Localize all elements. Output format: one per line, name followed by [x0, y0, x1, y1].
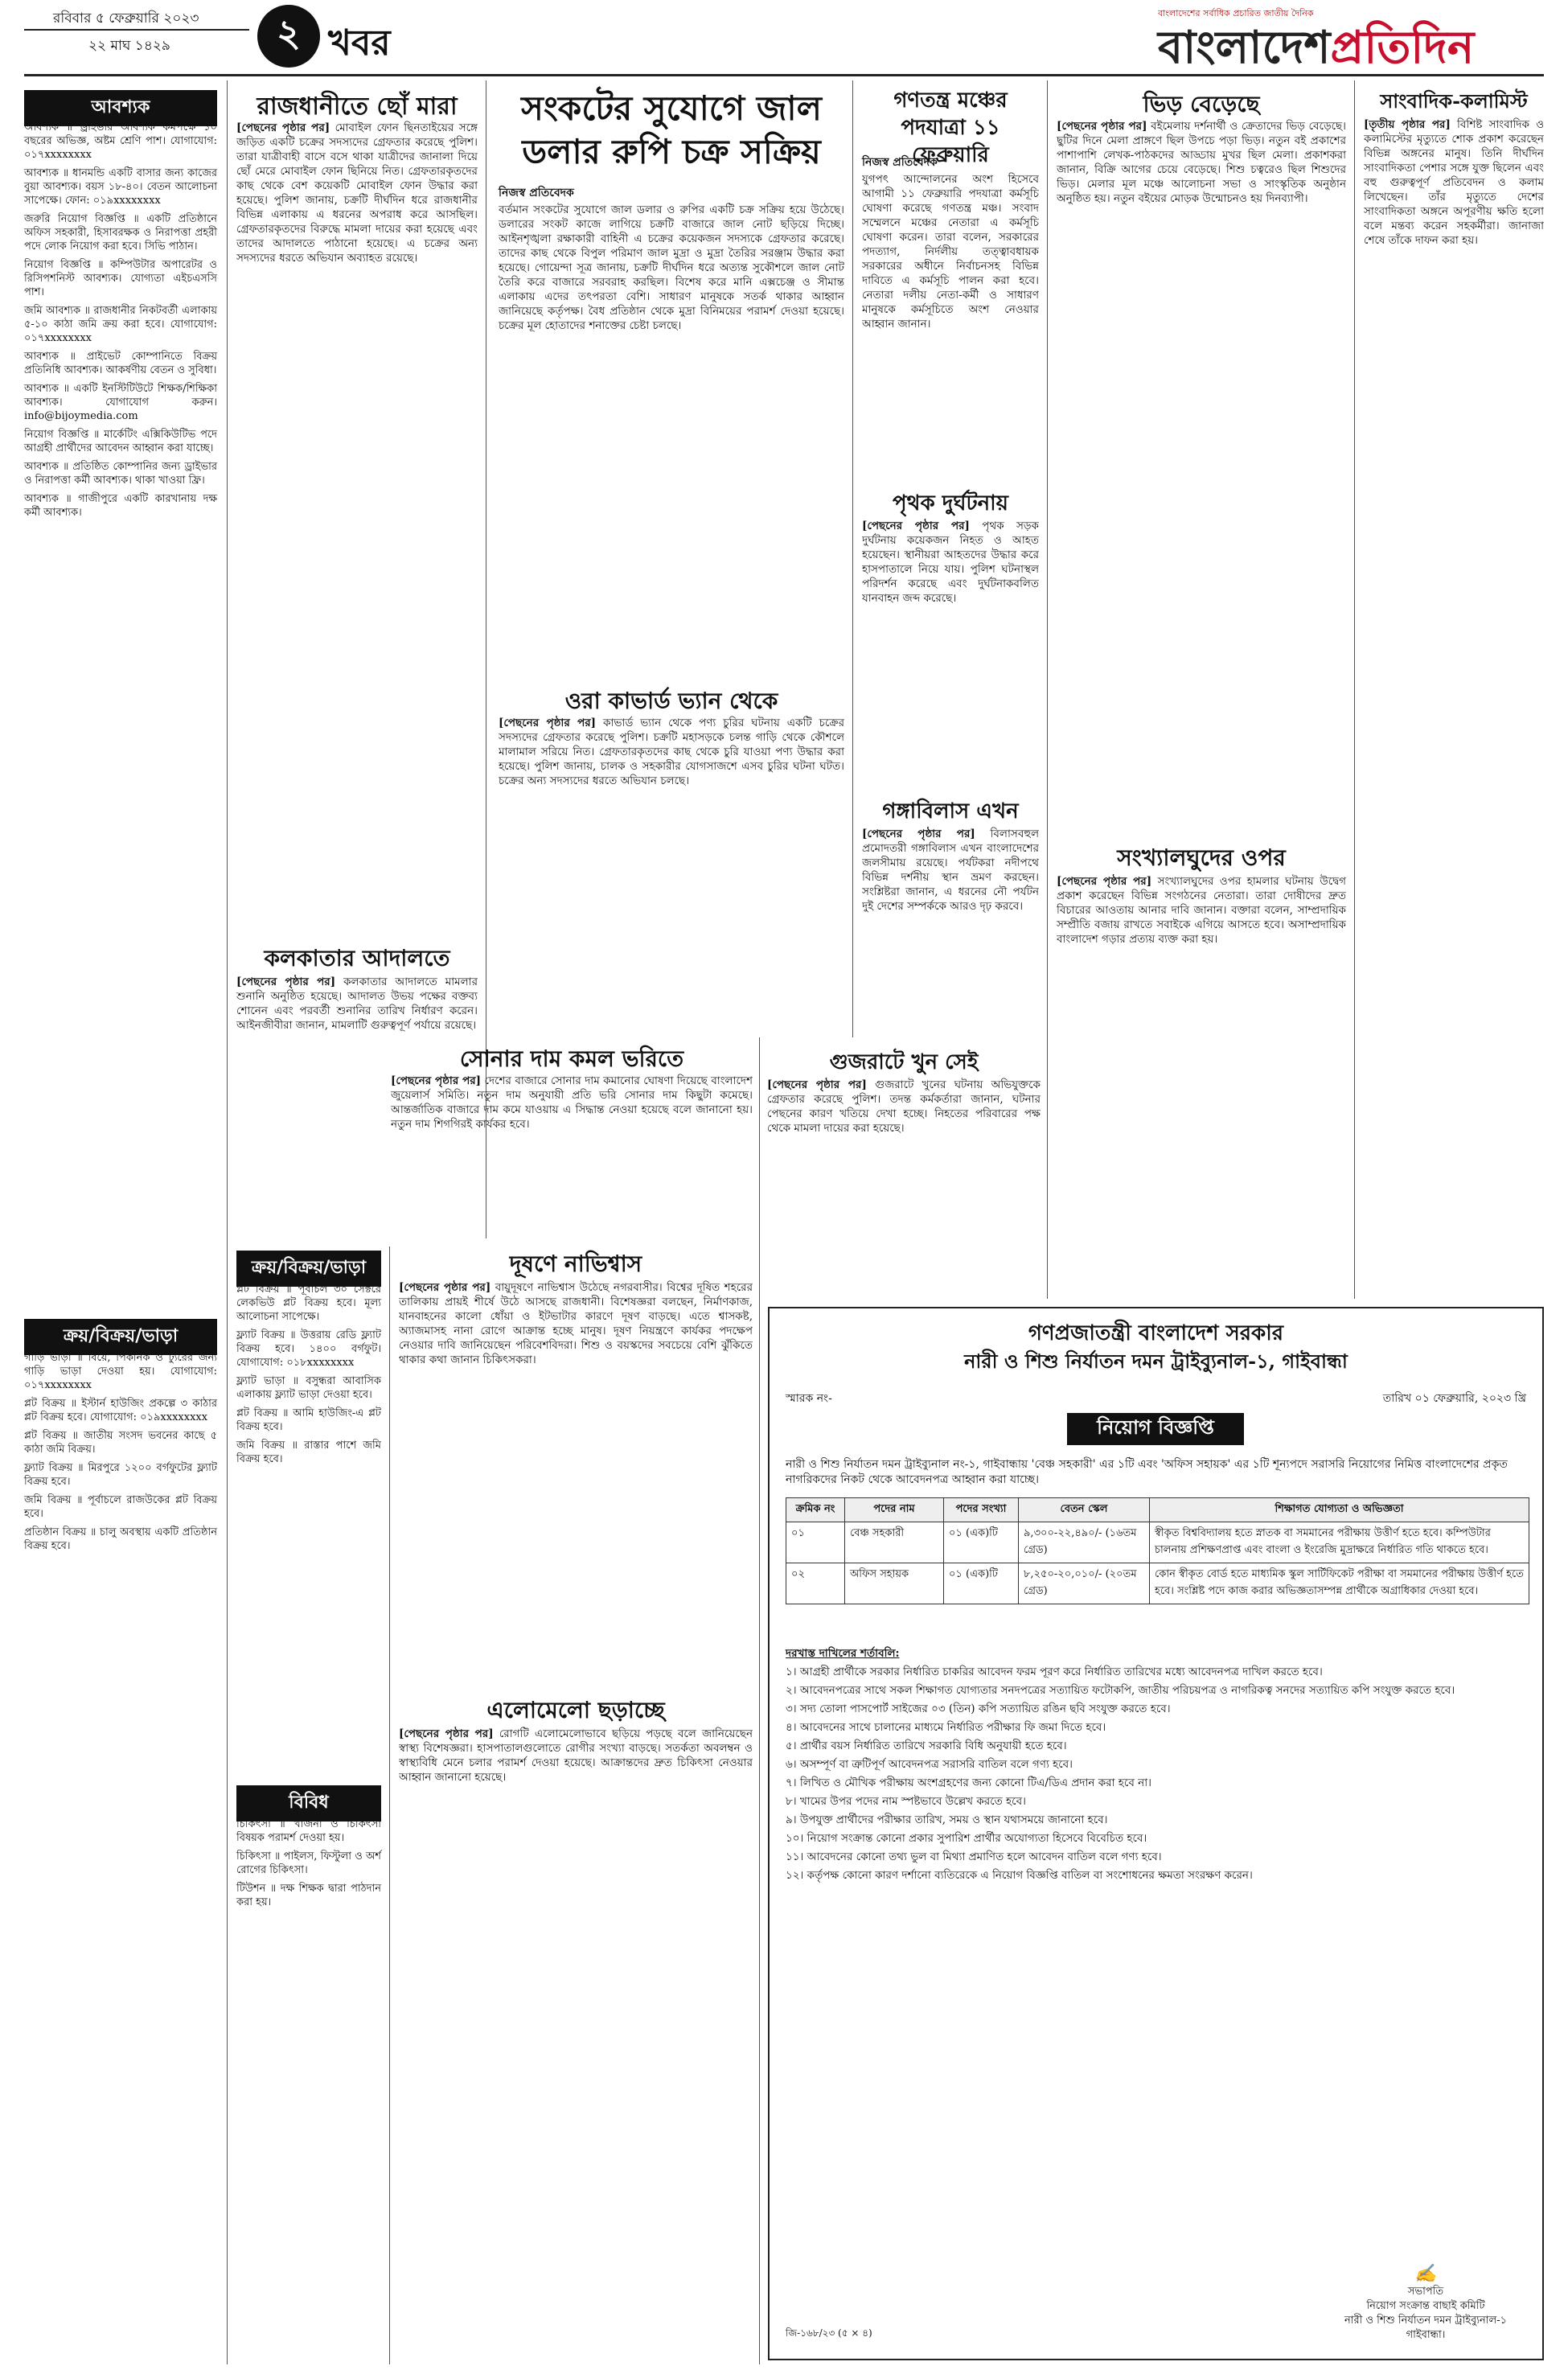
article-lead: [পেছনের পৃষ্ঠার পর]: [767, 1078, 867, 1091]
classified-ad: জরুরি নিয়োগ বিজ্ঞপ্তি ॥ একটি প্রতিষ্ঠানে অফিস সহকারী, হিসাবরক্ষক ও নিরাপত্তা প্রহরী পদে লোক নিয়োগ করা হবে। সিভি পাঠান।: [24, 213, 217, 253]
classified-ad: নিয়োগ বিজ্ঞপ্তি ॥ কম্পিউটার অপারেটর ও রিসিপশনিস্ট আবশ্যক। যোগ্যতা এইচএসসি পাশ।: [24, 259, 217, 298]
article-fake-dollar: বর্তমান সংকটের সুযোগে জাল ডলার ও রুপির একটি চক্র সক্রিয় হয়ে উঠেছে। ডলারের সংকট কাজে লাগিয়ে চক্রটি বাজারে জাল নোট ছড়িয়ে দিচ্ছে। আইনশৃঙ্খলা রক্ষাকারী বাহিনী এ চক্রের কয়েকজন সদস্যকে গ্রেফতার করেছে। তাদের কাছ থেকে বিপুল পরিমাণ জাল মুদ্রা ও মুদ্রা তৈরির সরঞ্জাম উদ্ধার করা হয়েছে। গোয়েন্দা সূত্র জানায়, চক্রটি দীর্ঘদিন ধরে অত্যন্ত সুকৌশলে জাল নোট তৈরি করে বাজারে সরবরাহ করছিল। বিশেষ করে মানি এক্সচেঞ্জ ও সীমান্ত এলাকায় এদের তৎপরতা বেশি। সাধারণ মানুষকে সতর্ক থাকার আহ্বান জানিয়েছে কর্তৃপক্ষ। বৈধ প্রতিষ্ঠান থেকে মুদ্রা বিনিময়ের পরামর্শ দেওয়া হয়েছে। চক্রের মূল হোতাদের শনাক্তের চেষ্টা চলছে।: [499, 203, 844, 332]
table-row: [786, 1522, 1529, 1563]
notice-date: তারিখ ০১ ফেব্রুয়ারি, ২০২৩ খ্রি: [1382, 1392, 1526, 1405]
classified-ad: আবশ্যক ॥ ড্রাইভার আবশ্যক কমপক্ষে ১০ বছরের অভিজ্ঞ, অষ্টম শ্রেণি পাশ। যোগাযোগ: ০১৭xxxxxxxx: [24, 121, 217, 161]
issue-date-bengali: ২২ মাঘ ১৪২৯: [88, 38, 170, 54]
headline-gujarat: গুজরাটে খুন সেই: [829, 1050, 979, 1074]
cell-serial: ০২: [786, 1563, 845, 1604]
signature-line: নারী ও শিশু নির্যাতন দমন ট্রাইব্যুনাল-১: [1344, 2314, 1508, 2327]
cell-count: ০১ (এক)টি: [944, 1563, 1019, 1604]
signature-scribble: ✍: [1414, 2264, 1437, 2284]
article-gujarat: [767, 1078, 1041, 1295]
notice-term: ১১। আবেদনের কোনো তথ্য ভুল বা মিথ্যা প্রমাণিত হলে আবেদন বাতিল বলে গণ্য হবে।: [786, 1850, 1162, 1863]
classified-ad: প্লট বিক্রয় ॥ আমি হাউজিং-এ প্লট বিক্রয় হবে।: [236, 1407, 381, 1433]
notice-term: ৯। উপযুক্ত প্রার্থীদের পরীক্ষার তারিখ, সময় ও স্থান যথাসময়ে জানানো হবে।: [786, 1813, 1108, 1826]
col-serial: ক্রমিক নং: [786, 1498, 845, 1522]
recruitment-notice: [768, 1307, 1544, 2360]
logo-tagline: বাংলাদেশের সর্বাধিক প্রচারিত জাতীয় দৈনিক: [1158, 8, 1314, 18]
headline-accidents: পৃথক দুর্ঘটনায়: [893, 491, 1008, 515]
cell-count: ০১ (এক)টি: [944, 1522, 1019, 1563]
masthead-logo: [1158, 6, 1544, 76]
classified-ad: নিয়োগ বিজ্ঞপ্তি ॥ মার্কেটিং এক্সিকিউটিভ পদে আগ্রহী প্রার্থীদের আবেদন আহ্বান করা যাচ্ছে।: [24, 429, 217, 454]
classified-ad: ফ্ল্যাট ভাড়া ॥ বসুন্ধরা আবাসিক এলাকায় ফ্ল্যাট ভাড়া দেওয়া হবে।: [236, 1375, 381, 1401]
classified-ad: আবশ্যক ॥ প্রাইভেট কোম্পানিতে বিক্রয় প্রতিনিধি আবশ্যক। আকর্ষণীয় বেতন ও সুবিধা।: [24, 351, 217, 376]
signature-line: গাইবান্ধা।: [1406, 2329, 1446, 2341]
notice-term: ৭। লিখিত ও মৌখিক পরীক্ষায় অংশগ্রহণের জন্য কোনো টিএ/ডিএ প্রদান করা হবে না।: [786, 1776, 1151, 1789]
notice-signature: [1333, 2264, 1518, 2343]
article-body: বিশিষ্ট সাংবাদিক ও কলামিস্টের মৃত্যুতে শোক প্রকাশ করেছেন বিভিন্ন অঙ্গনের মানুষ। তিনি দীর্ঘদিন সাংবাদিকতা পেশার সঙ্গে যুক্ত ছিলেন এবং বহু গুরুত্বপূর্ণ প্রতিবেদন ও কলাম লিখেছেন। তাঁর মৃত্যুতে দেশের সাংবাদিকতা অঙ্গনে অপূরণীয় ক্ষতি হলো বলে মন্তব্য করেন সহকর্মীরা। জানাজা শেষে তাঁকে দাফন করা হয়।: [1364, 118, 1544, 247]
article-body: বিলাসবহুল প্রমোদতরী গঙ্গাবিলাস এখন বাংলাদেশের জলসীমায় রয়েছে। পর্যটকরা নদীপথে বিভিন্ন দর্শনীয় স্থান ভ্রমণ করছেন। সংশ্লিষ্টরা জানান, এ ধরনের নৌ পর্যটন দুই দেশের সম্পর্ককে আরও দৃঢ় করবে।: [862, 828, 1039, 913]
article-lead: [তৃতীয় পৃষ্ঠার পর]: [1364, 118, 1451, 131]
classified-list-sale: [24, 1351, 217, 2356]
article-gold-price: [391, 1074, 753, 1234]
classified-ad: প্লট বিক্রয় ॥ জাতীয় সংসদ ভবনের কাছে ৫ কাঠা জমি বিক্রয়।: [24, 1430, 217, 1456]
classified-ad: টিউশন ॥ দক্ষ শিক্ষক দ্বারা পাঠদান করা হয়।: [236, 1883, 381, 1908]
notice-govt-title: গণপ্রজাতন্ত্রী বাংলাদেশ সরকার: [1028, 1321, 1284, 1345]
logo-main: বাংলাদেশ: [1158, 21, 1331, 74]
cell-qualification: কোন স্বীকৃত বোর্ড হতে মাধ্যমিক স্কুল সার্টিফিকেট পরীক্ষা বা সমমানের পরীক্ষায় উত্তীর্ণ হতে হবে। সংশ্লিষ্ট পদে কাজ করার অভিজ্ঞতাসম্পন্ন প্রার্থীকে অগ্রাধিকার দেওয়া হবে।: [1150, 1563, 1529, 1604]
article-body: রোগটি এলোমেলোভাবে ছড়িয়ে পড়ছে বলে জানিয়েছেন স্বাস্থ্য বিশেষজ্ঞরা। হাসপাতালগুলোতে রোগীর সংখ্যা বাড়ছে। সতর্কতা অবলম্বন ও স্বাস্থ্যবিধি মেনে চলার পরামর্শ দেওয়া হয়েছে। আক্রান্তদের দ্রুত চিকিৎসা নেওয়ার আহ্বান জানানো হয়েছে।: [399, 1727, 753, 1784]
headline-snatch: রাজধানীতে ছোঁ মারা: [257, 92, 458, 121]
logo-accent: প্রতিদিন: [1330, 21, 1475, 74]
article-covered-van: [499, 716, 844, 1029]
classified-ad: প্লট বিক্রয় ॥ পূর্বাচল ৩০ সেক্টরে লেকভিউ প্লট বিক্রয় হবে। মূল্য আলোচনা সাপেক্ষে।: [236, 1284, 381, 1323]
signature-line: নিয়োগ সংক্রান্ত বাছাই কমিটি: [1366, 2300, 1485, 2312]
notice-memo: স্মারক নং-: [786, 1392, 832, 1405]
col-post: পদের নাম: [845, 1498, 944, 1522]
article-body: কাভার্ড ভ্যান থেকে পণ্য চুরির ঘটনায় একটি চক্রের সদস্যদের গ্রেফতার করেছে পুলিশ। চক্রটি মহাসড়কে চলন্ত গাড়ি থেকে কৌশলে মালামাল সরিয়ে নিত। গ্রেফতারকৃতদের কাছ থেকে চুরি যাওয়া পণ্য উদ্ধার করা হয়েছে। পুলিশ জানায়, চালক ও সহকারীর যোগসাজশে এসব চুরির ঘটনা ঘটত। চক্রের অন্য সদস্যদের ধরতে অভিযান চলছে।: [499, 717, 844, 787]
classified-ad: চিকিৎসা ॥ পাইলস, ফিস্টুলা ও অর্শ রোগের চিকিৎসা।: [236, 1850, 381, 1876]
article-gangabilas: [862, 827, 1039, 1020]
article-lead: [পেছনের পৃষ্ঠার পর]: [1057, 875, 1152, 888]
cell-serial: ০১: [786, 1522, 845, 1563]
issue-date: রবিবার ৫ ফেব্রুয়ারি ২০২৩: [53, 10, 199, 27]
headline-spreading: এলোমেলো ছড়াচ্ছে: [486, 1697, 665, 1723]
article-crowd: [1057, 119, 1346, 827]
article-snatch: [236, 121, 478, 925]
article-spreading: [399, 1727, 753, 2354]
classified-ad: গাড়ি ভাড়া ॥ বিয়ে, পিকনিক ও ট্যুরের জন্য গাড়ি ভাড়া দেওয়া হয়। যোগাযোগ: ০১৭xxxxxxxx: [24, 1352, 217, 1391]
notice-term: ১০। নিয়োগ সংক্রান্ত কোনো প্রকার সুপারিশ প্রার্থীর অযোগ্যতা হিসেবে বিবেচিত হবে।: [786, 1832, 1147, 1845]
article-body: বায়ুদূষণে নাভিশ্বাস উঠেছে নগরবাসীর। বিশ্বের দূষিত শহরের তালিকায় প্রায়ই শীর্ষে উঠে আসছে রাজধানী। বিশেষজ্ঞরা বলছেন, নির্মাণকাজ, যানবাহনের কালো ধোঁয়া ও ইটভাটার কারণে দূষণ বাড়ছে। এতে শ্বাসকষ্ট, অ্যাজমাসহ নানা রোগে আক্রান্ত হচ্ছে মানুষ। দূষণ নিয়ন্ত্রণে কার্যকর পদক্ষেপ নেওয়ার দাবি জানিয়েছেন পরিবেশবিদরা। শিশু ও বয়স্কদের সবচেয়ে বেশি ঝুঁকিতে থাকার কথা জানান চিকিৎসকরা।: [399, 1281, 753, 1366]
article-lead: [পেছনের পৃষ্ঠার পর]: [399, 1727, 494, 1740]
headline-fake-dollar: সংকটের সুযোগে জাল ডলার রুপি চক্র সক্রিয়: [521, 88, 822, 171]
classified-ad: প্রতিষ্ঠান বিক্রয় ॥ চালু অবস্থায় একটি প্রতিষ্ঠান বিক্রয় হবে।: [24, 1526, 217, 1552]
article-lead: [পেছনের পৃষ্ঠার পর]: [391, 1074, 482, 1087]
article-body: মোবাইল ফোন ছিনতাইয়ের সঙ্গে জড়িত একটি চক্রের সদস্যদের গ্রেফতার করেছে পুলিশ। তারা যাত্রীবাহী বাসে বসে থাকা যাত্রীদের জানালা দিয়ে ছোঁ মেরে মোবাইল ফোন ছিনিয়ে নিত। গ্রেফতারকৃতদের কাছ থেকে বেশ কয়েকটি মোবাইল ফোন উদ্ধার করা হয়েছে। পুলিশ জানায়, চক্রটি দীর্ঘদিন ধরে রাজধানীর বিভিন্ন এলাকায় এ ধরনের অপরাধ করে আসছিল। গ্রেফতারকৃতদের বিরুদ্ধে মামলা দায়ের করা হয়েছে এবং তাদের আদালতে পাঠানো হয়েছে। এ চক্রের অন্য সদস্যদের ধরতে অভিযান অব্যাহত রয়েছে।: [236, 121, 478, 265]
classified-heading-wanted: আবশ্যক: [24, 90, 217, 126]
classified-ad: আবশ্যক ॥ ধানমন্ডি একটি বাসার জন্য কাজের বুয়া আবশ্যক। বয়স ১৮-৪০। বেতন আলোচনা সাপেক্ষে। ফোন: ০১৯xxxxxxxx: [24, 167, 217, 207]
cell-post: অফিস সহায়ক: [845, 1563, 944, 1604]
headline-covered-van: ওরা কাভার্ড ভ্যান থেকে: [564, 688, 778, 714]
article-pollution: [399, 1280, 753, 1682]
article-democracy-march: যুগপৎ আন্দোলনের অংশ হিসেবে আগামী ১১ ফেব্রুয়ারি পদযাত্রা কর্মসূচি ঘোষণা করেছে গণতন্ত্র মঞ্চ। সংবাদ সম্মেলনে মঞ্চের নেতারা এ কর্মসূচি ঘোষণা করেন। তারা বলেন, সরকারের পদত্যাগ, নির্দলীয় তত্ত্বাবধায়ক সরকারের অধীনে নির্বাচনসহ বিভিন্ন দাবিতে এ কর্মসূচি পালন করা হবে। নেতারা দলীয় নেতা-কর্মী ও সাধারণ মানুষকে কর্মসূচিতে অংশ নেওয়ার আহ্বান জানান।: [862, 173, 1039, 331]
classified-ad: আবশ্যক ॥ একটি ইনস্টিটিউটে শিক্ষক/শিক্ষিকা আবশ্যক। যোগাযোগ করুন। info@bijoymedia.com: [24, 383, 217, 422]
article-body: সংখ্যালঘুদের ওপর হামলার ঘটনায় উদ্বেগ প্রকাশ করেছেন বিভিন্ন সংগঠনের নেতারা। তারা দোষীদের দ্রুত বিচারের আওতায় আনার দাবি জানান। বক্তারা বলেন, সাম্প্রদায়িক সম্প্রীতি বজায় রাখতে সবাইকে এগিয়ে আসতে হবে। অসাম্প্রদায়িক বাংলাদেশ গড়ার প্রত্যয় ব্যক্ত করা হয়।: [1057, 875, 1346, 946]
classified-ad: আবশ্যক ॥ গাজীপুরে একটি কারখানায় দক্ষ কর্মী আবশ্যক।: [24, 493, 217, 519]
article-journalist: [1364, 117, 1544, 1296]
notice-banner: নিয়োগ বিজ্ঞপ্তি: [1067, 1413, 1244, 1445]
classified-heading-misc: বিবিধ: [236, 1785, 381, 1822]
col-scale: বেতন স্কেল: [1019, 1498, 1150, 1522]
signature-line: সভাপতি: [1407, 2286, 1444, 2298]
notice-term: ১২। কর্তৃপক্ষ কোনো কারণ দর্শানো ব্যতিরেকে এ নিয়োগ বিজ্ঞপ্তি বাতিল বা সংশোধনের ক্ষমতা সংরক্ষণ করেন।: [786, 1869, 1253, 1882]
classified-ad: ফ্ল্যাট বিক্রয় ॥ উত্তরায় রেডি ফ্ল্যাট বিক্রয় হবে। ১৪০০ বর্গফুট। যোগাযোগ: ০১৮xxxxxxxx: [236, 1329, 381, 1369]
article-lead: [পেছনের পৃষ্ঠার পর]: [862, 520, 970, 532]
headline-journalist: সাংবাদিক-কলামিস্ট: [1380, 89, 1528, 113]
col-count: পদের সংখ্যা: [944, 1498, 1019, 1522]
classified-heading-sale: ক্রয়/বিক্রয়/ভাড়া: [24, 1319, 217, 1355]
article-minorities: [1057, 874, 1346, 1296]
article-lead: [পেছনের পৃষ্ঠার পর]: [1057, 120, 1147, 133]
headline-gangabilas: গঙ্গাবিলাস এখন: [882, 799, 1019, 824]
headline-crowd: ভিড় বেড়েছে: [1143, 91, 1260, 117]
classified-ad: জমি বিক্রয় ॥ পূর্বাচলে রাজউকের প্লট বিক্রয় হবে।: [24, 1494, 217, 1520]
page-number: ২: [257, 5, 320, 68]
article-lead: [পেছনের পৃষ্ঠার পর]: [499, 717, 597, 729]
notice-term: ৬। অসম্পূর্ণ বা ত্রুটিপূর্ণ আবেদনপত্র সরাসরি বাতিল বলে গণ্য হবে।: [786, 1758, 1073, 1771]
article-lead: [পেছনের পৃষ্ঠার পর]: [236, 121, 330, 134]
cell-scale: ৯,৩০০-২২,৪৯০/- (১৬তম গ্রেড): [1019, 1522, 1150, 1563]
table-row: [786, 1563, 1529, 1604]
classified-ad: চিকিৎসা ॥ খাজনা ও চিকিৎসা বিষয়ক পরামর্শ দেওয়া হয়।: [236, 1818, 381, 1844]
cell-scale: ৮,২৫০-২০,০১০/- (২০তম গ্রেড): [1019, 1563, 1150, 1604]
notice-intro: নারী ও শিশু নির্যাতন দমন ট্রাইব্যুনাল নং-১, গাইবান্ধায় 'বেঞ্চ সহকারী' এর ১টি এবং 'অফিস সহায়ক' এর ১টি শূন্যপদে সরাসরি নিয়োগের নিমিত্ত বাংলাদেশের প্রকৃত নাগরিকদের নিকট থেকে আবেদনপত্র আহ্বান করা যাচ্ছে।: [786, 1458, 1508, 1486]
headline-pollution: দূষণে নাভিশ্বাস: [509, 1251, 642, 1277]
notice-term: ৩। সদ্য তোলা পাসপোর্ট সাইজের ০৩ (তিন) কপি সত্যায়িত রঙিন ছবি সংযুক্ত করতে হবে।: [786, 1702, 1171, 1715]
classified-ad: আবশ্যক ॥ প্রতিষ্ঠিত কোম্পানির জন্য ড্রাইভার ও নিরাপত্তা কর্মী আবশ্যক। থাকা খাওয়া ফ্রি।: [24, 461, 217, 487]
cell-post: বেঞ্চ সহকারী: [845, 1522, 944, 1563]
headline-minorities: সংখ্যালঘুদের ওপর: [1117, 844, 1286, 871]
headline-gold-price: সোনার দাম কমল ভরিতে: [459, 1045, 684, 1072]
notice-term: ৫। প্রার্থীর বয়স নির্ধারিত তারিখে সরকারি বিধি অনুযায়ী হতে হবে।: [786, 1739, 1067, 1752]
cell-qualification: স্বীকৃত বিশ্ববিদ্যালয় হতে স্নাতক বা সমমানের পরীক্ষায় উত্তীর্ণ হতে হবে। কম্পিউটার চালনায় প্রশিক্ষণপ্রাপ্ত এবং বাংলা ও ইংরেজি মুদ্রাক্ষরে নির্ধারিত গতি থাকতে হবে।: [1150, 1522, 1529, 1563]
article-body: গুজরাটে খুনের ঘটনায় অভিযুক্তকে গ্রেফতার করেছে পুলিশ। তদন্ত কর্মকর্তারা জানান, ঘটনার পেছনের কারণ খতিয়ে দেখা হচ্ছে। নিহতের পরিবারের পক্ষ থেকে মামলা দায়ের করা হয়েছে।: [767, 1078, 1041, 1135]
classified-ad: জমি বিক্রয় ॥ রাস্তার পাশে জমি বিক্রয় হবে।: [236, 1440, 381, 1465]
vacancy-table: [786, 1497, 1529, 1604]
article-body: পৃথক সড়ক দুর্ঘটনায় কয়েকজন নিহত ও আহত হয়েছেন। স্থানীয়রা আহতদের উদ্ধার করে হাসপাতালে নিয়ে যায়। পুলিশ ঘটনাস্থল পরিদর্শন করেছে এবং দুর্ঘটনাকবলিত যানবাহন জব্দ করেছে।: [862, 520, 1039, 605]
notice-office-title: নারী ও শিশু নির্যাতন দমন ট্রাইব্যুনাল-১, গাইবান্ধা: [964, 1349, 1348, 1373]
article-accidents: [862, 519, 1039, 784]
notice-code: জি-১৬৮/২৩ (৫ × ৪): [786, 2327, 872, 2339]
classified-list-wanted: [24, 121, 217, 1311]
classified-heading-mid: ক্রয়/বিক্রয়/ভাড়া: [236, 1251, 381, 1287]
classified-ad: প্লট বিক্রয় ॥ ইস্টার্ন হাউজিং প্রকল্পে ৩ কাঠার প্লট বিক্রয় হবে। যোগাযোগ: ০১৯xxxxxxxx: [24, 1398, 217, 1423]
notice-terms: [786, 1646, 1526, 1887]
classified-list-misc: [236, 1817, 381, 2348]
col-qualification: শিক্ষাগত যোগ্যতা ও অভিজ্ঞতা: [1150, 1498, 1529, 1522]
article-body: দেশের বাজারে সোনার দাম কমানোর ঘোষণা দিয়েছে বাংলাদেশ জুয়েলার্স সমিতি। নতুন দাম অনুযায়ী প্রতি ভরি সোনার দাম কিছুটা কমেছে। আন্তর্জাতিক বাজারে দাম কমে যাওয়ায় এ সিদ্ধান্ত নেওয়া হয়েছে বলে জানানো হয়। নতুন দাম শিগগিরই কার্যকর হবে।: [391, 1074, 753, 1131]
classified-ad: জমি আবশ্যক ॥ রাজধানীর নিকটবর্তী এলাকায় ৫-১০ কাঠা জমি ক্রয় করা হবে। যোগাযোগ: ০১৭xxxxxxxx: [24, 305, 217, 344]
headline-democracy-march: গণতন্ত্র মঞ্চের পদযাত্রা ১১ ফেব্রুয়ারি: [893, 88, 1008, 167]
article-body: বইমেলায় দর্শনার্থী ও ক্রেতাদের ভিড় বেড়েছে। ছুটির দিনে মেলা প্রাঙ্গণে ছিল উপচে পড়া ভিড়। নতুন বই প্রকাশের পাশাপাশি লেখক-পাঠকদের আড্ডায় মুখর ছিল মেলা। প্রকাশকরা জানান, বিক্রি আগের চেয়ে বেড়েছে। শিশু চত্বরেও ছিল শিশুদের ভিড়। মেলার মূল মঞ্চে আলোচনা সভা ও সাংস্কৃতিক অনুষ্ঠান অনুষ্ঠিত হয়। নতুন বইয়ের মোড়ক উন্মোচনও হয় দিনব্যাপী।: [1057, 120, 1346, 205]
notice-term: ১। আগ্রহী প্রার্থীকে সরকার নির্ধারিত চাকরির আবেদন ফরম পূরণ করে নির্ধারিত তারিখের মধ্যে আবেদনপত্র দাখিল করতে হবে।: [786, 1665, 1323, 1678]
terms-title: দরখাস্ত দাখিলের শর্তাবলি:: [786, 1647, 900, 1660]
byline-democracy-march: নিজস্ব প্রতিবেদক: [862, 156, 938, 169]
notice-term: ৮। খামের উপর পদের নাম স্পষ্টভাবে উল্লেখ করতে হবে।: [786, 1795, 1026, 1808]
article-lead: [পেছনের পৃষ্ঠার পর]: [862, 828, 975, 840]
notice-term: ২। আবেদনপত্রের সাথে সকল শিক্ষাগত যোগ্যতার সনদপত্রের সত্যায়িত ফটোকপি, জাতীয় পরিচয়পত্র ও নাগরিকত্ব সনদের সত্যায়িত কপি সংযুক্ত করতে হবে।: [786, 1684, 1455, 1697]
article-lead: [পেছনের পৃষ্ঠার পর]: [399, 1281, 491, 1294]
headline-kolkata-court: কলকাতার আদালতে: [264, 945, 450, 971]
classified-ad: ফ্ল্যাট বিক্রয় ॥ মিরপুরে ১২০০ বর্গফুটের ফ্ল্যাট বিক্রয় হবে।: [24, 1462, 217, 1488]
classified-list-mid: [236, 1283, 381, 1765]
notice-term: ৪। আবেদনের সাথে চালানের মাধ্যমে নির্ধারিত পরীক্ষার ফি জমা দিতে হবে।: [786, 1721, 1106, 1734]
article-lead: [পেছনের পৃষ্ঠার পর]: [236, 975, 336, 988]
page-section: খবর: [328, 23, 391, 64]
article-body: কলকাতার আদালতে মামলার শুনানি অনুষ্ঠিত হয়েছে। আদালত উভয় পক্ষের বক্তব্য শোনেন এবং পরবর্তী শুনানির তারিখ নির্ধারণ করেন। আইনজীবীরা জানান, মামলাটি গুরুত্বপূর্ণ পর্যায়ে রয়েছে।: [236, 975, 478, 1032]
byline-fake-dollar: নিজস্ব প্রতিবেদক: [499, 187, 574, 199]
